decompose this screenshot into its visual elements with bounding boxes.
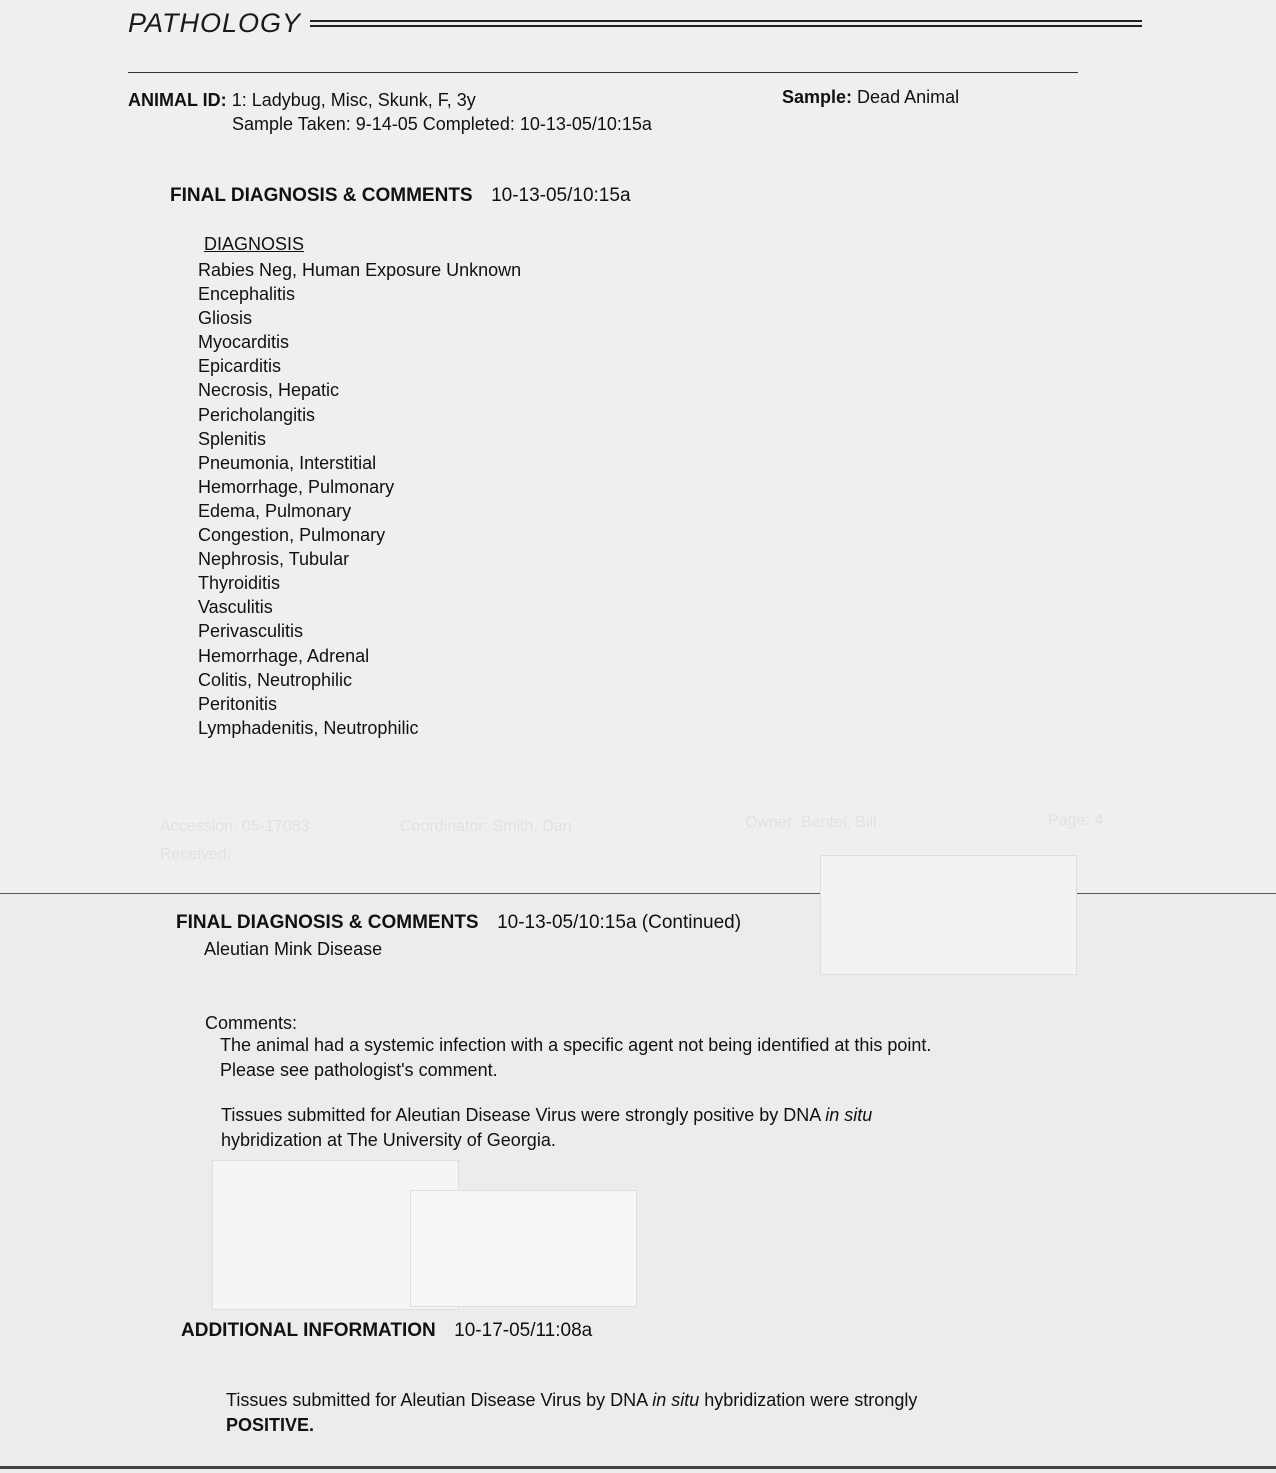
tissue-paragraph [221, 1103, 872, 1153]
page-title: PATHOLOGY [128, 8, 302, 38]
tissue-line: hybridization at The University of Georgia. [221, 1130, 556, 1150]
animal-id-value: 1: Ladybug, Misc, Skunk, F, 3y [231, 90, 476, 110]
animal-id-line [128, 90, 476, 111]
continued-diagnosis-item: Aleutian Mink Disease [204, 939, 383, 959]
additional-paragraph [226, 1388, 917, 1438]
diagnosis-item: Perivasculitis [198, 621, 304, 642]
diagnosis-item: Edema, Pulmonary [198, 500, 352, 521]
diagnosis-item: Colitis, Neutrophilic [198, 669, 353, 690]
comments-label: Comments: [205, 1013, 298, 1033]
additional-emphasis: in situ [652, 1390, 700, 1410]
sample-taken-line: Sample Taken: 9-14-05 Completed: 10-13-05/10:15a [232, 114, 652, 134]
sample-line [782, 87, 959, 108]
paper-patch-right [820, 855, 1077, 975]
paper-patch-center [410, 1190, 637, 1307]
tissue-line [221, 1103, 872, 1128]
ghost-received: Received: [160, 846, 232, 863]
continued-header [176, 912, 741, 934]
title-rule [310, 20, 1142, 27]
continued-timestamp: 10-13-05/10:15a (Continued) [497, 912, 742, 933]
diagnosis-item: Vasculitis [198, 597, 273, 618]
final-diagnosis-header [170, 185, 631, 207]
diagnosis-item: Myocarditis [198, 332, 290, 353]
header-divider [128, 72, 1078, 73]
diagnosis-item: Splenitis [198, 428, 267, 449]
sample-value: Dead Animal [857, 87, 960, 107]
additional-line [226, 1388, 917, 1413]
additional-timestamp: 10-17-05/11:08a [454, 1320, 593, 1341]
ghost-coordinator: Coordinator: Smith, Dan [400, 818, 572, 835]
diagnosis-item: Thyroiditis [198, 573, 281, 594]
diagnosis-item: Nephrosis, Tubular [198, 549, 350, 570]
diagnosis-item: Necrosis, Hepatic [198, 380, 340, 401]
diagnosis-item: Epicarditis [198, 356, 282, 377]
additional-header [181, 1320, 592, 1342]
ghost-owner: Owner: Bentel, Bill [745, 814, 877, 831]
animal-id-label: ANIMAL ID: [128, 90, 227, 110]
ghost-accession: Accession: 05-17083 [160, 818, 310, 835]
diagnosis-item: Encephalitis [198, 284, 296, 305]
diagnosis-item: Pneumonia, Interstitial [198, 452, 377, 473]
additional-text-end: hybridization were strongly [699, 1390, 918, 1410]
tissue-text: Tissues submitted for Aleutian Disease Virus were strongly positive by DNA [221, 1105, 826, 1125]
bottom-edge [0, 1466, 1276, 1469]
additional-result: POSITIVE. [226, 1415, 315, 1435]
diagnosis-label: DIAGNOSIS [204, 234, 305, 254]
diagnosis-item: Rabies Neg, Human Exposure Unknown [198, 260, 522, 280]
ghost-page: Page: 4 [1048, 812, 1104, 829]
additional-text: Tissues submitted for Aleutian Disease Virus by DNA [226, 1390, 653, 1410]
diagnosis-item: Pericholangitis [198, 404, 316, 425]
sheet-edge [0, 893, 1276, 894]
lower-sheet [0, 893, 1276, 1473]
diagnosis-item: Lymphadenitis, Neutrophilic [198, 717, 419, 738]
sample-label: Sample: [782, 87, 853, 107]
comment-line: Please see pathologist's comment. [220, 1060, 498, 1080]
diagnosis-item: Hemorrhage, Adrenal [198, 645, 370, 666]
tissue-emphasis: in situ [825, 1105, 873, 1125]
comment-line: The animal had a systemic infection with a specific agent not being identified at this point. [220, 1035, 932, 1055]
diagnosis-item: Hemorrhage, Pulmonary [198, 476, 395, 497]
diagnosis-item: Peritonitis [198, 693, 278, 714]
diagnosis-item: Congestion, Pulmonary [198, 525, 386, 546]
final-diagnosis-timestamp: 10-13-05/10:15a [491, 185, 631, 206]
continued-heading: FINAL DIAGNOSIS & COMMENTS [176, 912, 479, 933]
final-diagnosis-heading: FINAL DIAGNOSIS & COMMENTS [170, 185, 473, 206]
diagnosis-list [198, 258, 521, 740]
additional-heading: ADDITIONAL INFORMATION [181, 1320, 436, 1341]
diagnosis-item: Gliosis [198, 308, 253, 329]
comment-paragraph [220, 1033, 931, 1083]
